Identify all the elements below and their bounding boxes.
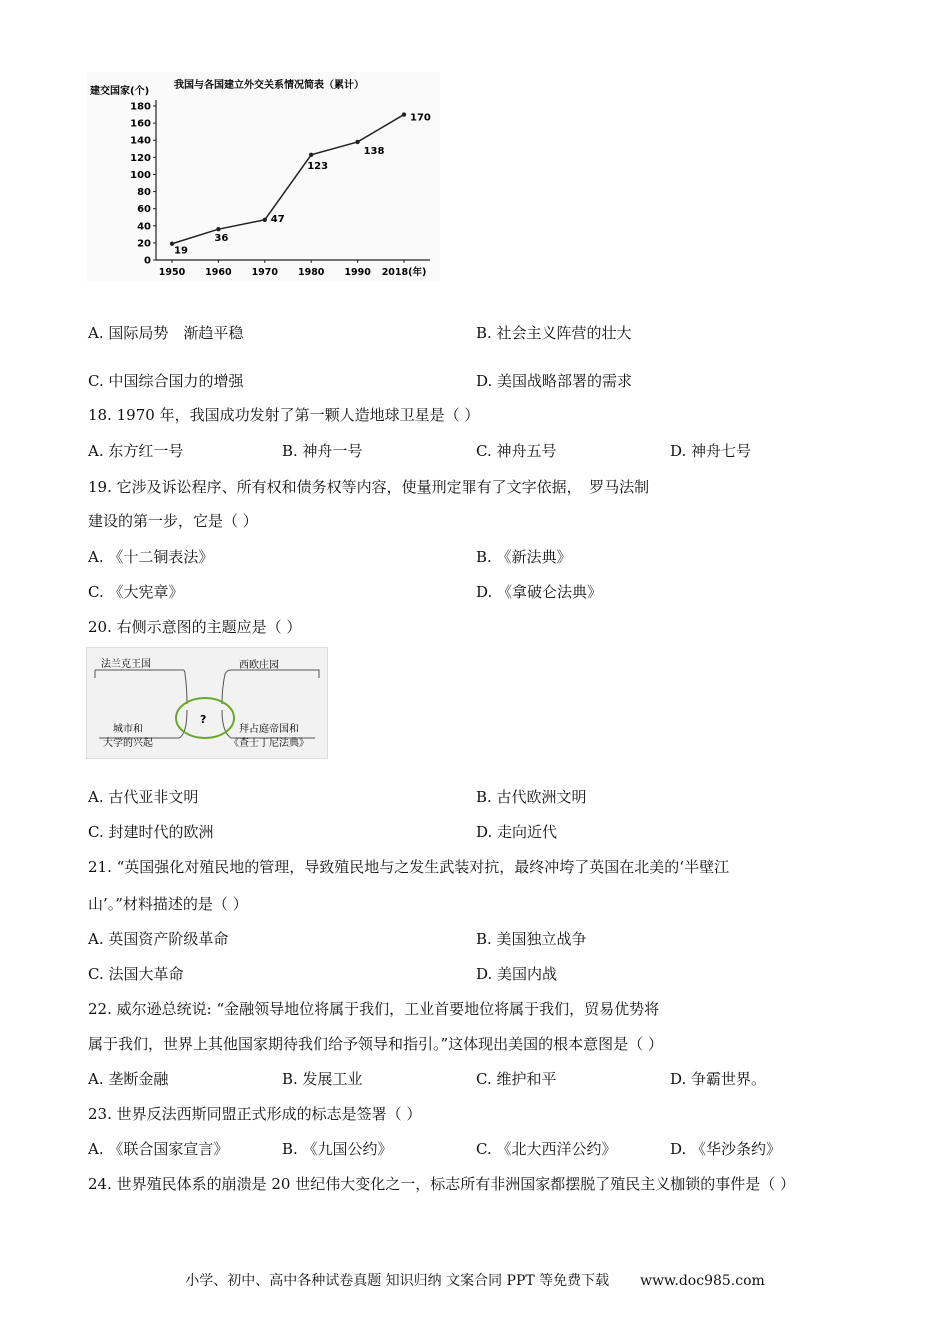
chart-data-point [355, 140, 359, 144]
diagram-top-left-label: 法兰克王国 [101, 659, 151, 670]
q18-option-c[interactable]: C. 神舟五号 [476, 442, 557, 460]
q22-option-b[interactable]: B. 发展工业 [282, 1070, 363, 1088]
chart-x-tick-label: 2018(年) [381, 267, 427, 278]
chart-y-tick-label: 160 [130, 118, 151, 130]
chart-data-label: 138 [363, 145, 385, 157]
q22-option-c[interactable]: C. 维护和平 [476, 1070, 557, 1088]
chart-data-point [216, 227, 220, 231]
footer-url[interactable]: www.doc985.com [640, 1273, 765, 1289]
diplomatic-relations-chart [86, 72, 440, 282]
chart-x-tick-label: 1990 [344, 267, 371, 278]
chart-data-point [309, 153, 313, 157]
q21-option-d[interactable]: D. 美国内战 [476, 965, 558, 983]
chart-y-tick-label: 80 [137, 187, 151, 199]
chart-y-tick-label: 140 [130, 135, 151, 147]
q20-stem: 20. 右侧示意图的主题应是（ ） [88, 618, 302, 636]
q19-option-a[interactable]: A. 《十二铜表法》 [88, 548, 214, 566]
q20-option-b[interactable]: B. 古代欧洲文明 [476, 788, 587, 806]
q18-stem: 18. 1970 年，我国成功发射了第一颗人造地球卫星是（ ） [88, 406, 480, 424]
q23-option-c[interactable]: C. 《北大西洋公约》 [476, 1140, 617, 1158]
diagram-top-right-label: 西欧庄园 [239, 660, 279, 671]
q24-stem: 24. 世界殖民体系的崩溃是 20 世纪伟大变化之一，标志所有非洲国家都摆脱了殖民主义枷锁的事件是（ ） [88, 1175, 796, 1193]
q19-option-b[interactable]: B. 《新法典》 [476, 548, 572, 566]
q21-option-a[interactable]: A. 英国资产阶级革命 [88, 930, 229, 948]
diagram-line-top-left [95, 670, 185, 674]
diagram-bottom-right-label-1: 拜占庭帝国和 [239, 724, 299, 735]
q22-option-d[interactable]: D. 争霸世界。 [670, 1070, 767, 1088]
chart-x-tick-label: 1960 [205, 267, 232, 278]
diagram-line-top-right [225, 670, 319, 678]
q21-stem-line2: 山’。”材料描述的是（ ） [88, 895, 248, 913]
q23-option-a[interactable]: A. 《联合国家宣言》 [88, 1140, 229, 1158]
q21-option-c[interactable]: C. 法国大革命 [88, 965, 184, 983]
chart-data-point [263, 218, 267, 222]
chart-y-tick-label: 60 [137, 204, 151, 216]
chart-data-label: 36 [214, 233, 229, 245]
q19-option-d[interactable]: D. 《拿破仑法典》 [476, 583, 603, 601]
chart-data-label: 170 [410, 112, 431, 124]
q17-option-d[interactable]: D. 美国战略部署的需求 [476, 372, 633, 390]
chart-svg [86, 72, 440, 282]
diagram-curve-left-top [185, 674, 187, 704]
chart-data-label: 47 [270, 213, 285, 225]
diagram-svg [87, 648, 327, 758]
q18-option-d[interactable]: D. 神舟七号 [670, 442, 752, 460]
q20-option-a[interactable]: A. 古代亚非文明 [88, 788, 199, 806]
chart-data-label: 19 [174, 245, 188, 257]
q21-option-b[interactable]: B. 美国独立战争 [476, 930, 587, 948]
chart-title: 我国与各国建立外交关系情况简表（累计） [174, 80, 364, 91]
q22-stem-line2: 属于我们，世界上其他国家期待我们给予领导和指引。”这体现出美国的根本意图是（ ） [88, 1035, 663, 1053]
medieval-europe-diagram [86, 647, 328, 759]
q17-option-b[interactable]: B. 社会主义阵营的壮大 [476, 324, 632, 342]
q22-stem-line1: 22. 威尔逊总统说: “金融领导地位将属于我们，工业首要地位将属于我们，贸易优势将 [88, 1000, 660, 1018]
chart-x-tick-label: 1980 [297, 267, 325, 278]
page-footer [0, 1270, 950, 1290]
chart-y-tick-label: 20 [137, 238, 151, 250]
diagram-curve-right-top [222, 674, 225, 704]
chart-series-line [172, 115, 404, 244]
q20-option-c[interactable]: C. 封建时代的欧洲 [88, 823, 214, 841]
q17-option-a[interactable]: A. 国际局势 渐趋平稳 [88, 324, 244, 342]
chart-y-tick-label: 180 [130, 101, 151, 113]
chart-y-tick-label: 40 [137, 221, 151, 233]
chart-ylabel: 建交国家(个) [90, 86, 150, 97]
q19-stem-line1: 19. 它涉及诉讼程序、所有权和债务权等内容，使量刑定罪有了文字依据， 罗马法制 [88, 478, 650, 496]
q21-stem-line1: 21. “英国强化对殖民地的管理，导致殖民地与之发生武装对抗，最终冲垮了英国在北美的‘半壁江 [88, 858, 730, 876]
q19-stem-line2: 建设的第一步，它是（ ） [88, 512, 258, 530]
chart-data-label: 123 [307, 160, 329, 172]
footer-text: 小学、初中、高中各种试卷真题 知识归纳 文案合同 PPT 等免费下载 [185, 1273, 610, 1289]
diagram-bottom-left-label-2: 大学的兴起 [103, 738, 153, 749]
chart-y-tick-label: 100 [130, 169, 151, 181]
q18-option-b[interactable]: B. 神舟一号 [282, 442, 363, 460]
q18-option-a[interactable]: A. 东方红一号 [88, 442, 184, 460]
q23-stem: 23. 世界反法西斯同盟正式形成的标志是签署（ ） [88, 1105, 422, 1123]
q19-option-c[interactable]: C. 《大宪章》 [88, 583, 184, 601]
chart-x-tick-label: 1970 [251, 267, 279, 278]
q17-option-c[interactable]: C. 中国综合国力的增强 [88, 372, 244, 390]
chart-x-tick-label: 1950 [158, 267, 186, 278]
q22-option-a[interactable]: A. 垄断金融 [88, 1070, 169, 1088]
q23-option-d[interactable]: D. 《华沙条约》 [670, 1140, 782, 1158]
diagram-center-label: ? [200, 713, 207, 726]
chart-y-tick-label: 120 [130, 152, 151, 164]
q20-option-d[interactable]: D. 走向近代 [476, 823, 558, 841]
chart-data-point [402, 112, 406, 116]
diagram-bottom-left-label-1: 城市和 [113, 724, 143, 735]
q23-option-b[interactable]: B. 《九国公约》 [282, 1140, 393, 1158]
diagram-bottom-right-label-2: 《查士丁尼法典》 [229, 738, 309, 749]
chart-y-tick-label: 0 [144, 255, 151, 267]
